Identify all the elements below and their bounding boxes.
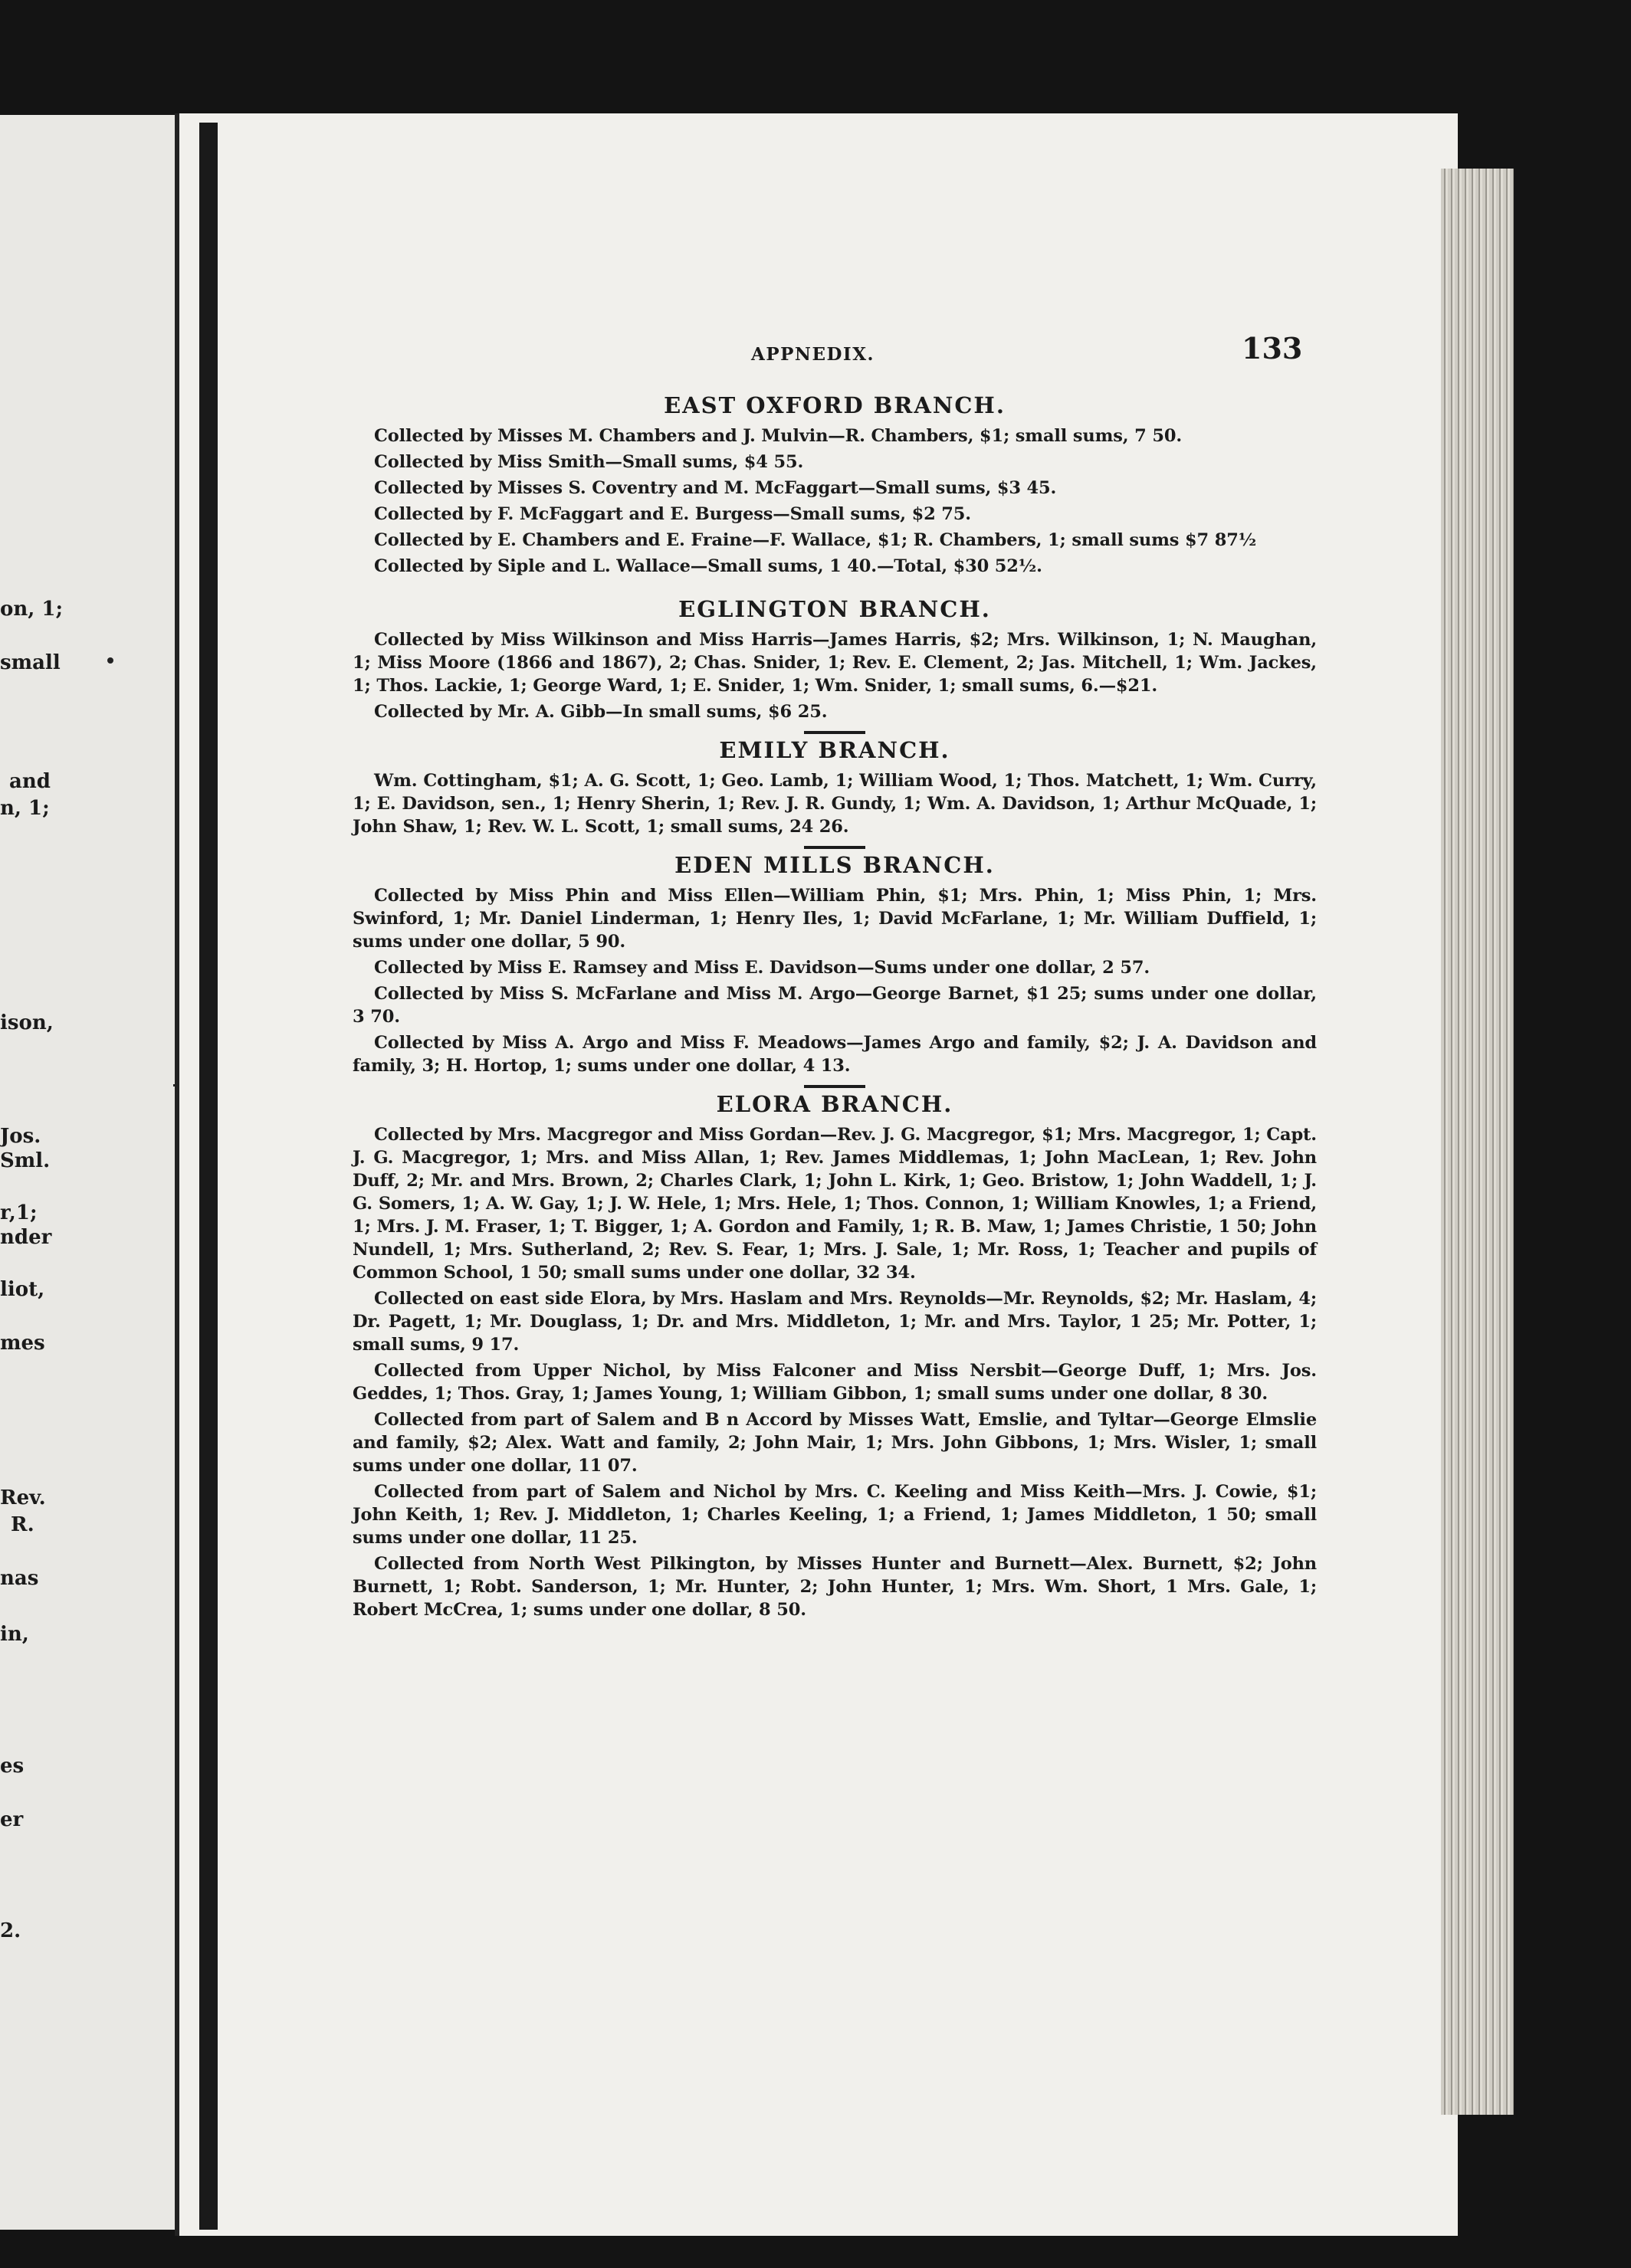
section-title: EDEN MILLS BRANCH. — [674, 852, 995, 878]
collection-entry: Collected by Miss E. Ramsey and Miss E. Davidson—Sums under one dollar, 2 57. — [374, 958, 1150, 978]
collection-entry: Collected by E. Chambers and E. Fraine—F. Wallace, $1; R. Chambers, 1; small sums $7 87½ — [374, 530, 1257, 550]
ink-dot-mark — [107, 657, 113, 664]
left-fragment: in, — [0, 1623, 29, 1646]
collection-entry: Collected by Mr. A. Gibb—In small sums, $6 25. — [374, 702, 828, 722]
left-fragment: n, 1; — [0, 797, 50, 820]
collection-entry: Collected by F. McFaggart and E. Burgess—Small sums, $2 75. — [374, 504, 971, 524]
left-fragment: nder — [0, 1226, 52, 1249]
collection-entry: Collected by Mrs. Macgregor and Miss Gordan—Rev. J. G. Macgregor, $1; Mrs. Macgregor, 1; Capt. J. G. Macgregor, 1; Mrs. and Miss Allan, 1; Rev. James Middlemas, 1; John MacLean, 1; Rev. John Duff, 2; Mr. and Mrs. Brown, 2; Charles Clark, 1; John L. Kirk, 1; Geo. Bristow, 1; John Waddell, 1; J. G. Somers, 1; A. W. Gay, 1; J. W. Hele, 1; Mrs. Hele, 1; Thos. Connon, 1; William Knowles, 1; a Friend, 1; Mrs. J. M. Fraser, 1; T. Bigger, 1; A. Gordon and Family, 1; R. B. Maw, 1; James Christie, 1 50; John Nundell, 1; Mrs. Sutherland, 2; Rev. S. Fear, 1; Mrs. J. Sale, 1; Mr. Ross, 1; Teacher and pupils of Common School, 1 50; small sums under one dollar, 32 34. — [353, 1125, 1317, 1283]
page-text — [353, 331, 1317, 1624]
collection-entry: Collected by Siple and L. Wallace—Small sums, 1 40.—Total, $30 52½. — [374, 556, 1042, 576]
collection-entry: Collected from North West Pilkington, by Misses Hunter and Burnett—Alex. Burnett, $2; John Burnett, 1; Robt. Sanderson, 1; Mr. Hunter, 2; John Hunter, 1; Mrs. Wm. Short, 1 Mrs. Gale, 1; Robert McCrea, 1; sums under one dollar, 8 50. — [353, 1554, 1317, 1620]
section-title: EMILY BRANCH. — [719, 737, 950, 763]
collection-entry: Collected by Miss Phin and Miss Ellen—William Phin, $1; Mrs. Phin, 1; Miss Phin, 1; Mrs. Swinford, 1; Mr. Daniel Linderman, 1; Henry Iles, 1; David McFarlane, 1; Mr. William Duffield, 1; sums under one dollar, 5 90. — [353, 886, 1317, 952]
section-rule — [804, 1085, 865, 1088]
collection-entry: Collected by Miss Smith—Small sums, $4 55. — [374, 452, 804, 472]
left-fragment: er — [0, 1808, 24, 1831]
section-title: ELORA BRANCH. — [716, 1091, 953, 1117]
left-fragment: Jos. — [0, 1125, 41, 1148]
left-fragment: nas — [0, 1567, 39, 1590]
left-fragment: 2. — [0, 1919, 21, 1942]
collection-entry: Collected by Misses M. Chambers and J. Mulvin—R. Chambers, $1; small sums, 7 50. — [374, 426, 1183, 446]
running-head — [353, 331, 1317, 383]
left-fragment: Sml. — [0, 1149, 51, 1172]
left-fragment: and — [9, 770, 51, 793]
collection-entry: Collected by Misses S. Coventry and M. McFaggart—Small sums, $3 45. — [374, 478, 1057, 498]
collection-entry: Collected on east side Elora, by Mrs. Haslam and Mrs. Reynolds—Mr. Reynolds, $2; Mr. Haslam, 4; Dr. Pagett, 1; Mr. Douglass, 1; Dr. and Mrs. Middleton, 1; Mr. and Mrs. Taylor, 1 25; Mr. Potter, 1; small sums, 9 17. — [353, 1289, 1317, 1355]
left-fragment: Rev. — [0, 1486, 46, 1509]
page-number: 133 — [1242, 331, 1303, 365]
page-edges — [1441, 169, 1514, 2115]
left-fragment: ison, — [0, 1011, 54, 1034]
section-title: EGLINGTON BRANCH. — [678, 596, 991, 622]
collection-entry: Wm. Cottingham, $1; A. G. Scott, 1; Geo. Lamb, 1; William Wood, 1; Thos. Matchett, 1; Wm. Curry, 1; E. Davidson, sen., 1; Henry Sherin, 1; Rev. J. R. Gundy, 1; Wm. A. Davidson, 1; Arthur McQuade, 1; John Shaw, 1; Rev. W. L. Scott, 1; small sums, 24 26. — [353, 771, 1317, 837]
collection-entry: Collected by Miss Wilkinson and Miss Harris—James Harris, $2; Mrs. Wilkinson, 1; N. Maughan, 1; Miss Moore (1866 and 1867), 2; Chas. Snider, 1; Rev. E. Clement, 2; Jas. Mitchell, 1; Wm. Jackes, 1; Thos. Lackie, 1; George Ward, 1; E. Snider, 1; Wm. Snider, 1; small sums, 6.—$21. — [353, 630, 1317, 696]
book-gutter — [199, 123, 218, 2230]
left-fragment: liot, — [0, 1278, 45, 1301]
section-title: EAST OXFORD BRANCH. — [664, 392, 1006, 418]
collection-entry: Collected by Miss S. McFarlane and Miss M. Argo—George Barnet, $1 25; sums under one dollar, 3 70. — [353, 984, 1317, 1027]
section-rule — [804, 846, 865, 849]
left-fragment: R. — [11, 1513, 34, 1536]
left-fragment: es — [0, 1755, 25, 1778]
left-fragment: on, 1; — [0, 598, 64, 621]
collection-entry: Collected by Miss A. Argo and Miss F. Meadows—James Argo and family, $2; J. A. Davidson and family, 3; H. Hortop, 1; sums under one dollar, 4 13. — [353, 1033, 1317, 1076]
collection-entry: Collected from part of Salem and B n Accord by Misses Watt, Emslie, and Tyltar—George Elmslie and family, $2; Alex. Watt and family, 2; John Mair, 1; Mrs. John Gibbons, 1; Mrs. Wisler, 1; small sums under one dollar, 11 07. — [353, 1410, 1317, 1476]
running-title: APPNEDIX. — [751, 344, 875, 365]
left-fragment: r,1; — [0, 1201, 38, 1224]
section-rule — [804, 731, 865, 734]
left-fragment: small — [0, 651, 61, 674]
left-fragment: mes — [0, 1332, 45, 1355]
collection-entry: Collected from Upper Nichol, by Miss Falconer and Miss Nersbit—George Duff, 1; Mrs. Jos. Geddes, 1; Thos. Gray, 1; James Young, 1; William Gibbon, 1; small sums under one dollar, 8 30. — [353, 1361, 1317, 1404]
collection-entry: Collected from part of Salem and Nichol by Mrs. C. Keeling and Miss Keith—Mrs. J. Cowie, $1; John Keith, 1; Rev. J. Middleton, 1; Charles Keeling, 1; a Friend, 1; James Middleton, 1 50; small sums under one dollar, 11 25. — [353, 1482, 1317, 1548]
